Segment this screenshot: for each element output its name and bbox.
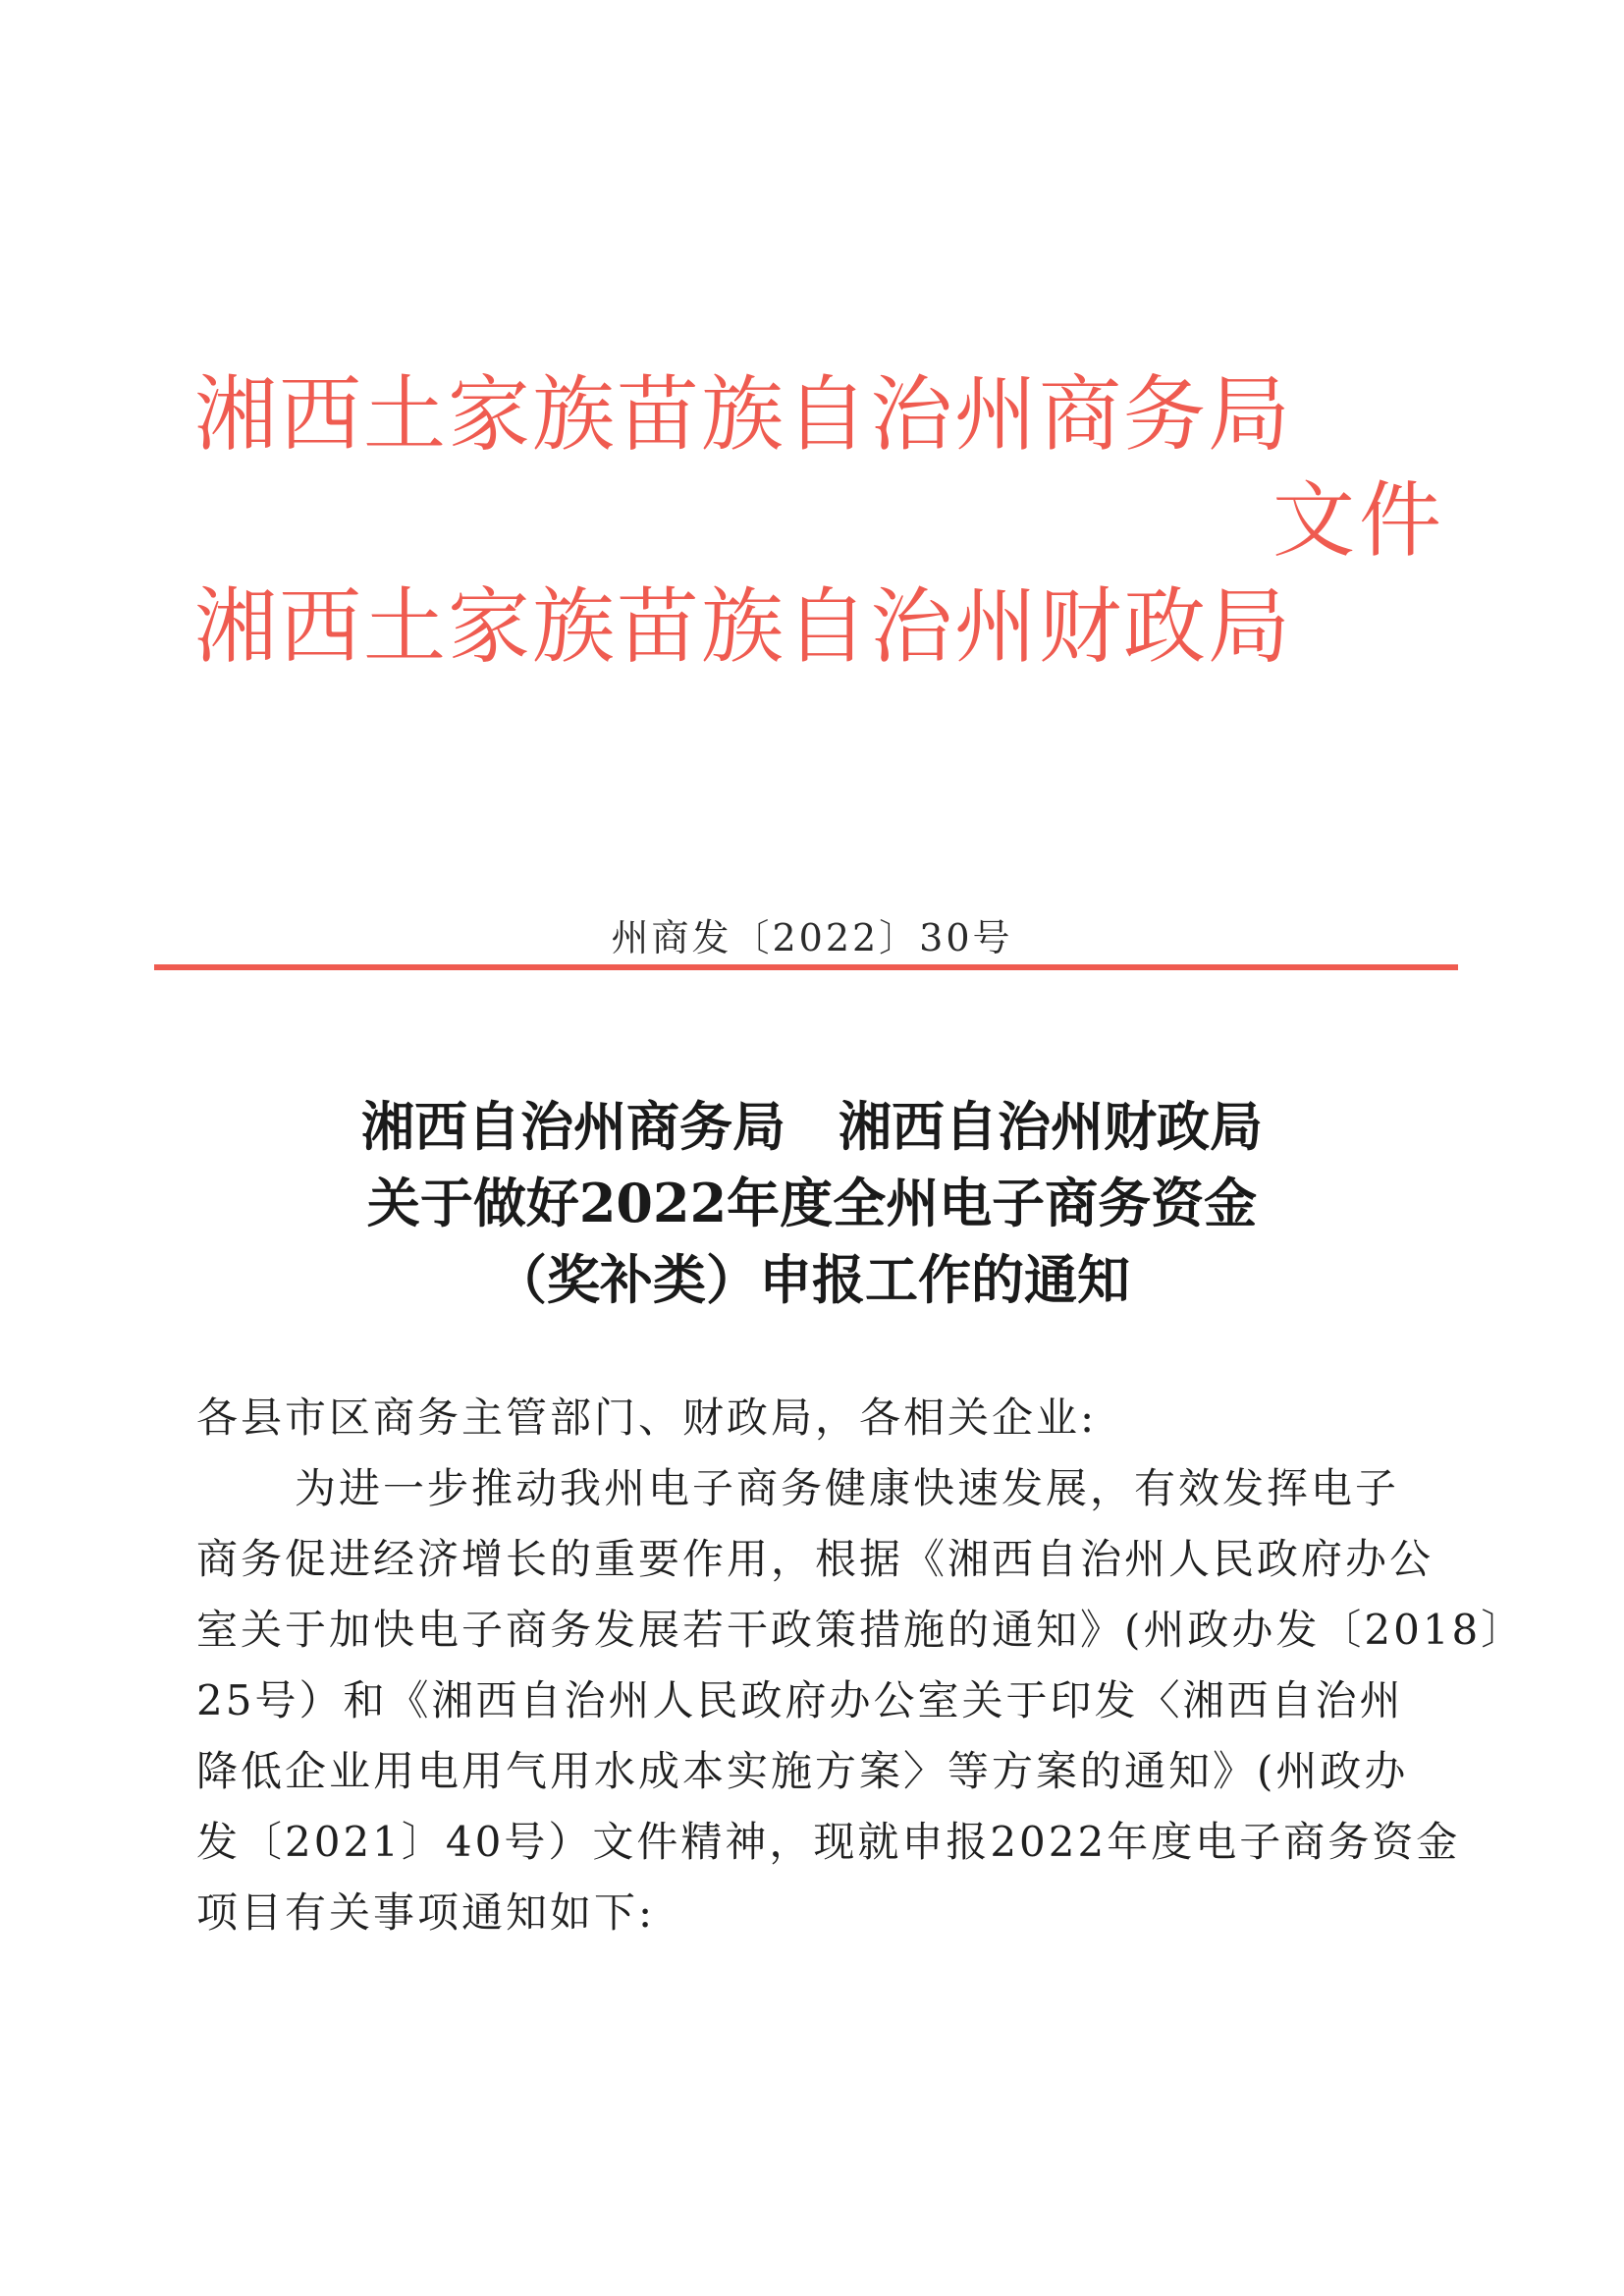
paragraph-line: 室关于加快电子商务发展若干政策措施的通知》(州政办发〔2018〕: [196, 1606, 1526, 1654]
paragraph-line: 商务促进经济增长的重要作用，根据《湘西自治州人民政府办公: [196, 1535, 1435, 1583]
paragraph-line: 发〔2021〕40号）文件精神，现就申报2022年度电子商务资金: [196, 1818, 1461, 1866]
issuer-finance-bureau: 湘西土家族苗族自治州财政局: [194, 578, 1293, 675]
paragraph-line: 项目有关事项通知如下:: [196, 1888, 656, 1937]
document-header-suffix: 文件: [1272, 472, 1446, 569]
notice-title: [0, 1088, 1624, 1318]
paragraph-line: 25号）和《湘西自治州人民政府办公室关于印发〈湘西自治州: [196, 1676, 1404, 1724]
document-number: 州商发〔2022〕30号: [611, 916, 1013, 959]
title-line: 关于做好2022年度全州电子商务资金: [366, 1172, 1258, 1234]
salutation: 各县市区商务主管部门、财政局，各相关企业:: [196, 1394, 1098, 1442]
paragraph-line: 为进一步推动我州电子商务健康快速发展，有效发挥电子: [295, 1464, 1400, 1512]
red-divider-line: [154, 964, 1458, 970]
paragraph-line: 降低企业用电用气用水成本实施方案〉等方案的通知》(州政办: [196, 1747, 1409, 1795]
title-line: 湘西自治州商务局 湘西自治州财政局: [361, 1095, 1263, 1158]
issuer-commerce-bureau: 湘西土家族苗族自治州商务局: [194, 366, 1293, 463]
title-line: （奖补类）申报工作的通知: [494, 1248, 1130, 1311]
body-paragraph: [196, 1453, 1526, 1948]
